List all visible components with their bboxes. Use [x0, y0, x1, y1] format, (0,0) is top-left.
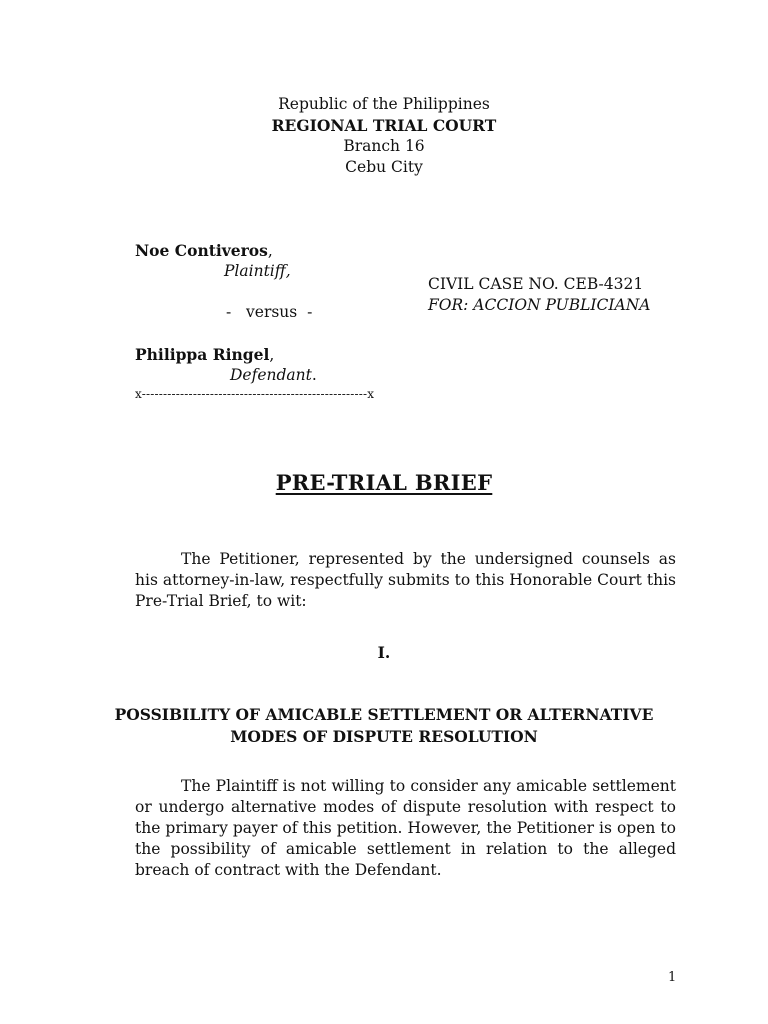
plaintiff-line — [135, 241, 273, 260]
section-heading-line-2: MODES OF DISPUTE RESOLUTION — [230, 727, 538, 746]
defendant-comma: , — [269, 346, 275, 364]
defendant-role-line — [230, 366, 317, 384]
intro-paragraph: The Petitioner, represented by the undersigned counsels as his attorney-in-law, respectfully submits to this Honorable Court this Pre-Trial Brief, to wit: — [135, 550, 676, 610]
plaintiff-comma: , — [267, 242, 273, 260]
caption-divider: x-----------------------------------------------------x — [135, 387, 375, 401]
page-number: 1 — [668, 970, 677, 985]
document-title: PRE-TRIAL BRIEF — [275, 470, 493, 495]
section-heading-line-1: POSSIBILITY OF AMICABLE SETTLEMENT OR ALTERNATIVE — [114, 705, 654, 724]
case-nature: FOR: ACCION PUBLICIANA — [428, 296, 651, 314]
republic-line: Republic of the Philippines — [278, 95, 490, 113]
plaintiff-role: Plaintiff — [224, 262, 286, 280]
court-name: REGIONAL TRIAL COURT — [271, 116, 497, 135]
section-numeral: I. — [377, 643, 391, 662]
versus-line: - versus - — [226, 303, 313, 321]
section-body: The Plaintiff is not willing to consider any amicable settlement or undergo alternative modes of dispute resolution with respect to the primary payer of this petition. However, the Petitioner is open to the possibility of amicable settlement in relation to the alleged breach of contract with the Defendant. — [135, 777, 676, 879]
defendant-role: Defendant — [230, 366, 312, 384]
section-heading — [0, 704, 768, 748]
case-number: CIVIL CASE NO. CEB-4321 — [428, 275, 644, 293]
plaintiff-role-line — [224, 262, 291, 280]
plaintiff-role-comma: , — [285, 262, 291, 280]
defendant-period: . — [311, 366, 317, 384]
plaintiff-name: Noe Contiveros — [135, 241, 268, 260]
defendant-line — [135, 345, 274, 364]
branch-line: Branch 16 — [343, 137, 425, 155]
city-line: Cebu City — [345, 158, 423, 176]
defendant-name: Philippa Ringel — [135, 345, 270, 364]
